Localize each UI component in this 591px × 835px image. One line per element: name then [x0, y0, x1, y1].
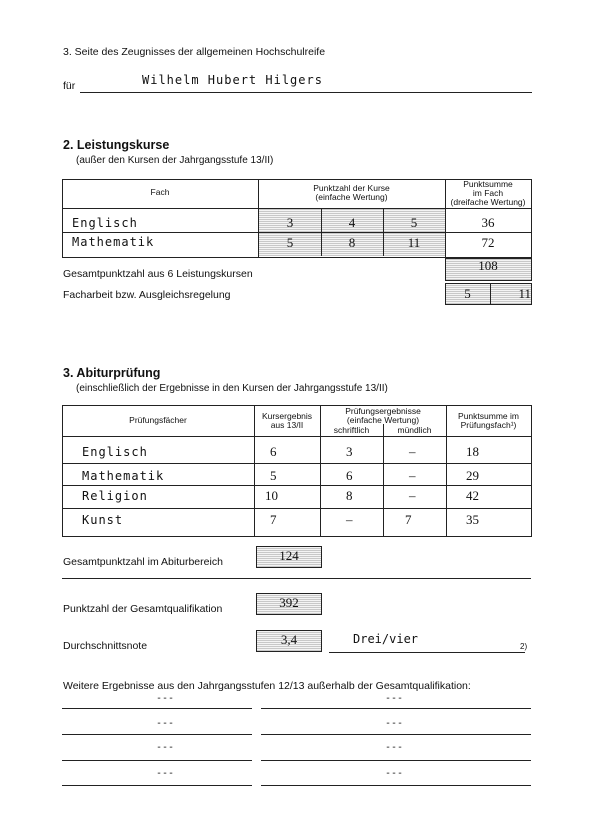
name-underline: [80, 92, 532, 93]
ab-row-kurs: 5: [270, 468, 277, 483]
abitur-title: 3. Abiturprüfung: [63, 366, 161, 380]
facharbeit-v1: 5: [464, 286, 471, 301]
ab-row-schriftlich: 6: [346, 468, 353, 483]
ab-row-fach: Englisch: [82, 445, 148, 459]
ab-col-pruef-1: Prüfungsergebnisse: [345, 406, 421, 416]
ab-row-summe: 42: [466, 488, 479, 503]
ab-col-pruef-2: (einfache Wertung): [346, 415, 420, 425]
ab-col-kurs-1: Kursergebnis: [261, 411, 313, 421]
facharbeit-label: Facharbeit bzw. Ausgleichsregelung: [63, 289, 231, 301]
lk-col-kurse-2: (einfache Wertung): [315, 192, 388, 202]
ab-row-fach: Religion: [82, 489, 148, 503]
ab-row-muendlich: 7: [405, 512, 412, 527]
lk-gesamt-label: Gesamtpunktzahl aus 6 Leistungskursen: [63, 268, 253, 280]
lk-row-k1: 3: [286, 215, 294, 230]
note-label: Durchschnittsnote: [63, 640, 148, 652]
weitere-left-item: ---: [156, 718, 175, 729]
ab-row-muendlich: –: [409, 468, 416, 483]
weitere-right-item: ---: [385, 693, 404, 704]
ab-row-fach: Mathematik: [82, 469, 165, 483]
ab-row-summe: 35: [466, 512, 479, 527]
lk-row-k2: 4: [348, 215, 356, 230]
note-value: 3,4: [280, 632, 298, 647]
ab-col-schriftlich: schriftlich: [333, 425, 370, 435]
ab-gesamt-value: 124: [279, 548, 299, 563]
qualifikation-value: 392: [279, 595, 299, 610]
ab-row-kurs: 10: [265, 488, 278, 503]
ab-row-summe: 29: [466, 468, 479, 483]
weitere-right-item: ---: [385, 768, 404, 779]
lk-col-kurse-1: Punktzahl der Kurse: [313, 183, 390, 193]
page-title: 3. Seite des Zeugnisses der allgemeinen Hochschulreife: [63, 46, 326, 58]
ab-row-kurs: 6: [270, 444, 277, 459]
lk-col-summe-1: Punktsumme: [463, 179, 513, 189]
qualifikation-label: Punktzahl der Gesamtqualifikation: [63, 603, 223, 615]
lk-row-k3: 5: [410, 215, 418, 230]
lk-row-k2: 8: [348, 235, 356, 250]
ab-row-schriftlich: 3: [346, 444, 353, 459]
lk-row-summe: 36: [481, 215, 495, 230]
lk-row-k1: 5: [286, 235, 294, 250]
ab-col-muendlich: mündlich: [397, 425, 432, 435]
lk-row-k3: 11: [407, 235, 421, 250]
ab-row-schriftlich: 8: [346, 488, 353, 503]
student-name: Wilhelm Hubert Hilgers: [142, 73, 323, 87]
ab-col-summe-2: Prüfungsfach¹): [460, 420, 517, 430]
ab-row-schriftlich: –: [346, 512, 353, 527]
weitere-left-item: ---: [156, 742, 175, 753]
lk-row-fach: Englisch: [72, 216, 138, 230]
lk-col-summe-2: im Fach: [472, 188, 504, 198]
ab-row-kurs: 7: [270, 512, 277, 527]
for-label: für: [63, 80, 76, 92]
weitere-label: Weitere Ergebnisse aus den Jahrgangsstufen 12/13 außerhalb der Gesamtqualifikation:: [63, 680, 471, 692]
lk-col-summe-3: (dreifache Wertung): [450, 197, 526, 207]
lk-row-summe: 72: [481, 235, 495, 250]
weitere-left-item: ---: [156, 768, 175, 779]
ab-row-muendlich: –: [409, 488, 416, 503]
ab-col-faecher: Prüfungsfächer: [129, 415, 187, 425]
leistungskurse-subtitle: (außer den Kursen der Jahrgangsstufe 13/II): [76, 155, 274, 166]
lk-col-fach: Fach: [150, 187, 170, 197]
ab-row-fach: Kunst: [82, 513, 124, 527]
ab-row-muendlich: –: [409, 444, 416, 459]
ab-col-kurs-2: aus 13/II: [270, 420, 304, 430]
weitere-right-item: ---: [385, 742, 404, 753]
leistungskurse-title: 2. Leistungskurse: [63, 138, 170, 152]
weitere-left-item: ---: [156, 693, 175, 704]
lk-row-fach: Mathematik: [72, 235, 155, 249]
facharbeit-v2: 11: [518, 286, 531, 301]
weitere-right-item: ---: [385, 718, 404, 729]
ab-row-summe: 18: [466, 444, 479, 459]
ab-gesamt-label: Gesamtpunktzahl im Abiturbereich: [63, 556, 223, 568]
ab-col-summe-1: Punktsumme im: [458, 411, 519, 421]
lk-gesamt-value: 108: [478, 258, 498, 273]
abitur-subtitle: (einschließlich der Ergebnisse in den Kursen der Jahrgangsstufe 13/II): [76, 383, 388, 394]
note-words: Drei/vier: [353, 632, 419, 646]
footnote-mark: 2): [520, 642, 528, 651]
